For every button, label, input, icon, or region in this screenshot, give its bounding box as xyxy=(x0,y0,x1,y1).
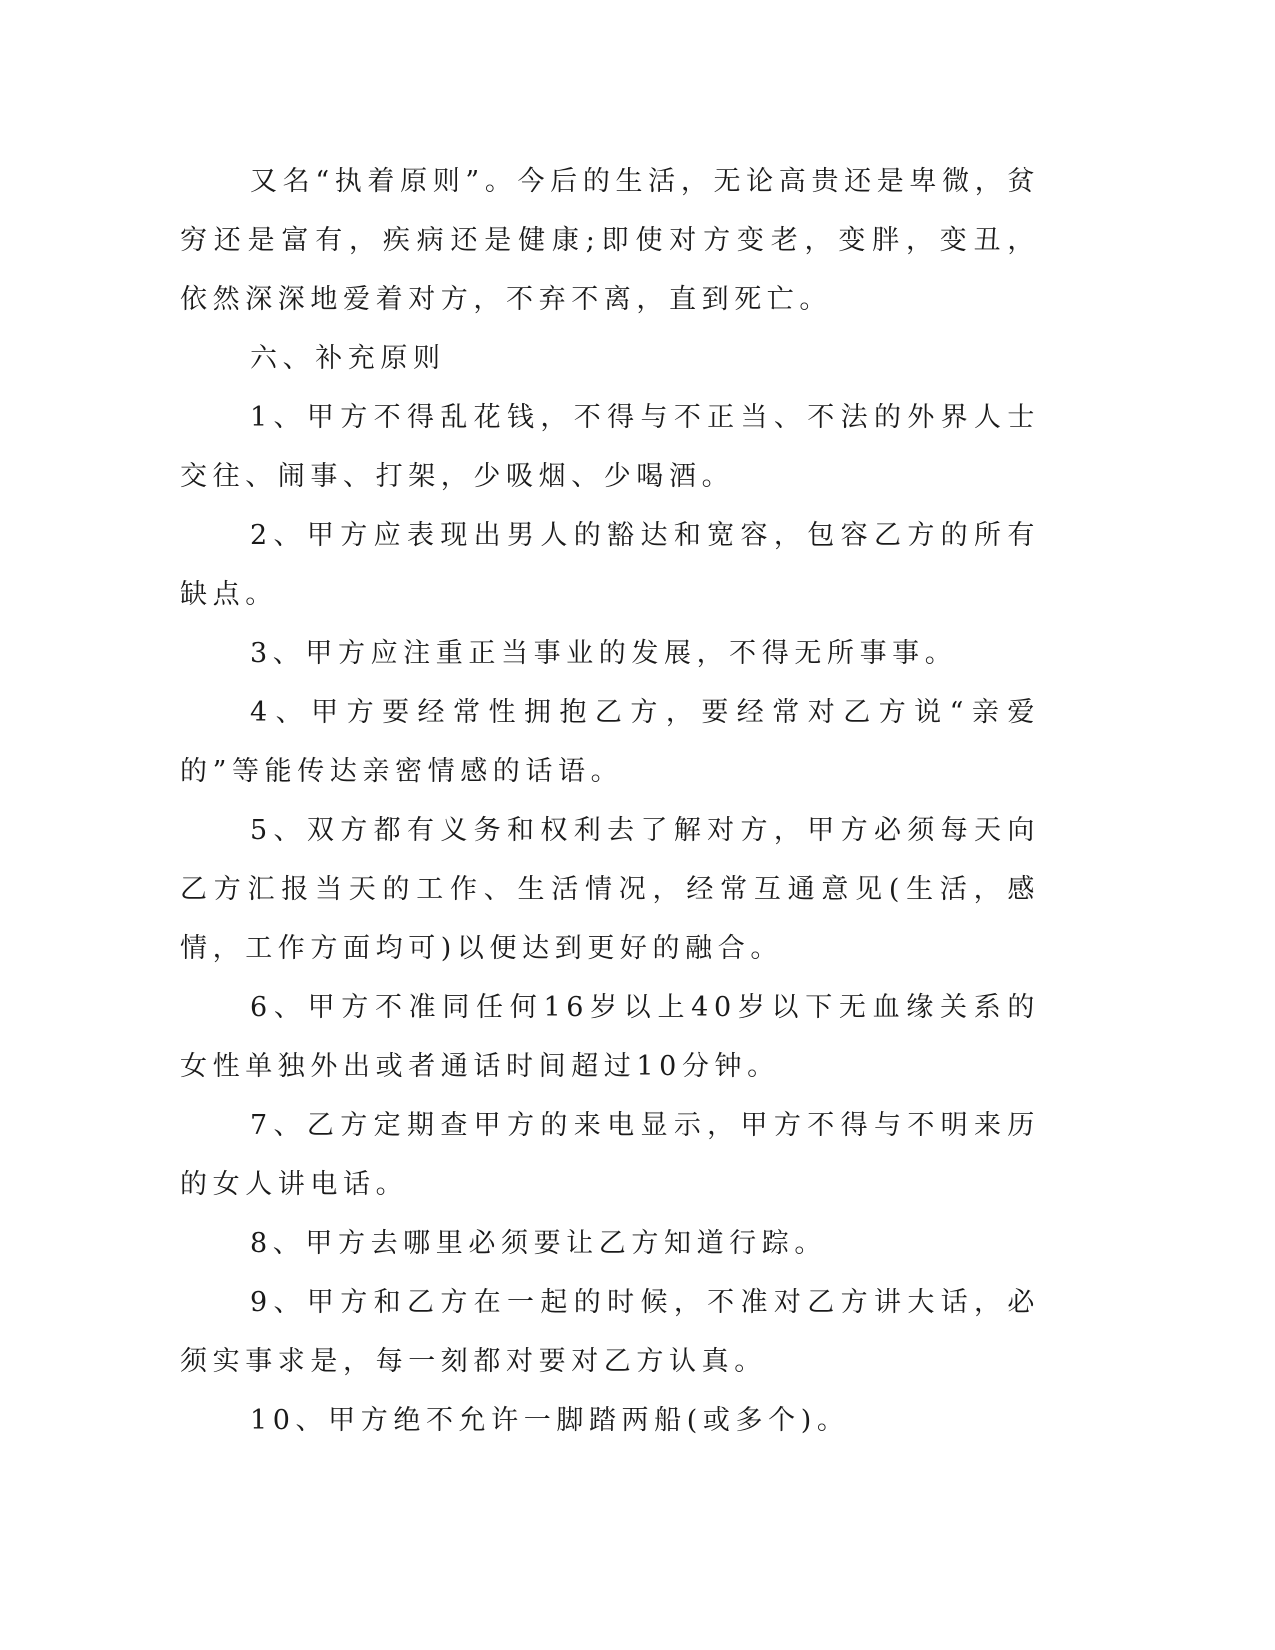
clause-10: 10、甲方绝不允许一脚踏两船(或多个)。 xyxy=(250,1405,850,1436)
clause-5: 5、双方都有义务和权利去了解对方，甲方必须每天向乙方汇报当天的工作、生活情况，经常互通意见(生活，感情，工作方面均可)以便达到更好的融合。 xyxy=(180,815,1040,964)
document-page xyxy=(180,152,1040,1450)
clause-4: 4、甲方要经常性拥抱乙方，要经常对乙方说“亲爱的”等能传达亲密情感的话语。 xyxy=(180,697,1040,787)
paragraph-persistence-principle: 又名“执着原则”。今后的生活，无论高贵还是卑微，贫穷还是富有，疾病还是健康;即使对方变老，变胖，变丑，依然深深地爱着对方，不弃不离，直到死亡。 xyxy=(180,166,1040,315)
section-heading-supplementary-principles: 六、补充原则 xyxy=(250,343,446,374)
clause-1: 1、甲方不得乱花钱，不得与不正当、不法的外界人士交往、闹事、打架，少吸烟、少喝酒。 xyxy=(180,402,1040,492)
clause-8: 8、甲方去哪里必须要让乙方知道行踪。 xyxy=(250,1228,827,1259)
clause-7: 7、乙方定期查甲方的来电显示，甲方不得与不明来历的女人讲电话。 xyxy=(180,1110,1040,1200)
clause-2: 2、甲方应表现出男人的豁达和宽容，包容乙方的所有缺点。 xyxy=(180,520,1040,610)
clause-6: 6、甲方不准同任何16岁以上40岁以下无血缘关系的女性单独外出或者通话时间超过10分钟。 xyxy=(180,992,1040,1082)
clause-3: 3、甲方应注重正当事业的发展，不得无所事事。 xyxy=(250,638,958,669)
clause-9: 9、甲方和乙方在一起的时候，不准对乙方讲大话，必须实事求是，每一刻都对要对乙方认真。 xyxy=(180,1287,1040,1377)
